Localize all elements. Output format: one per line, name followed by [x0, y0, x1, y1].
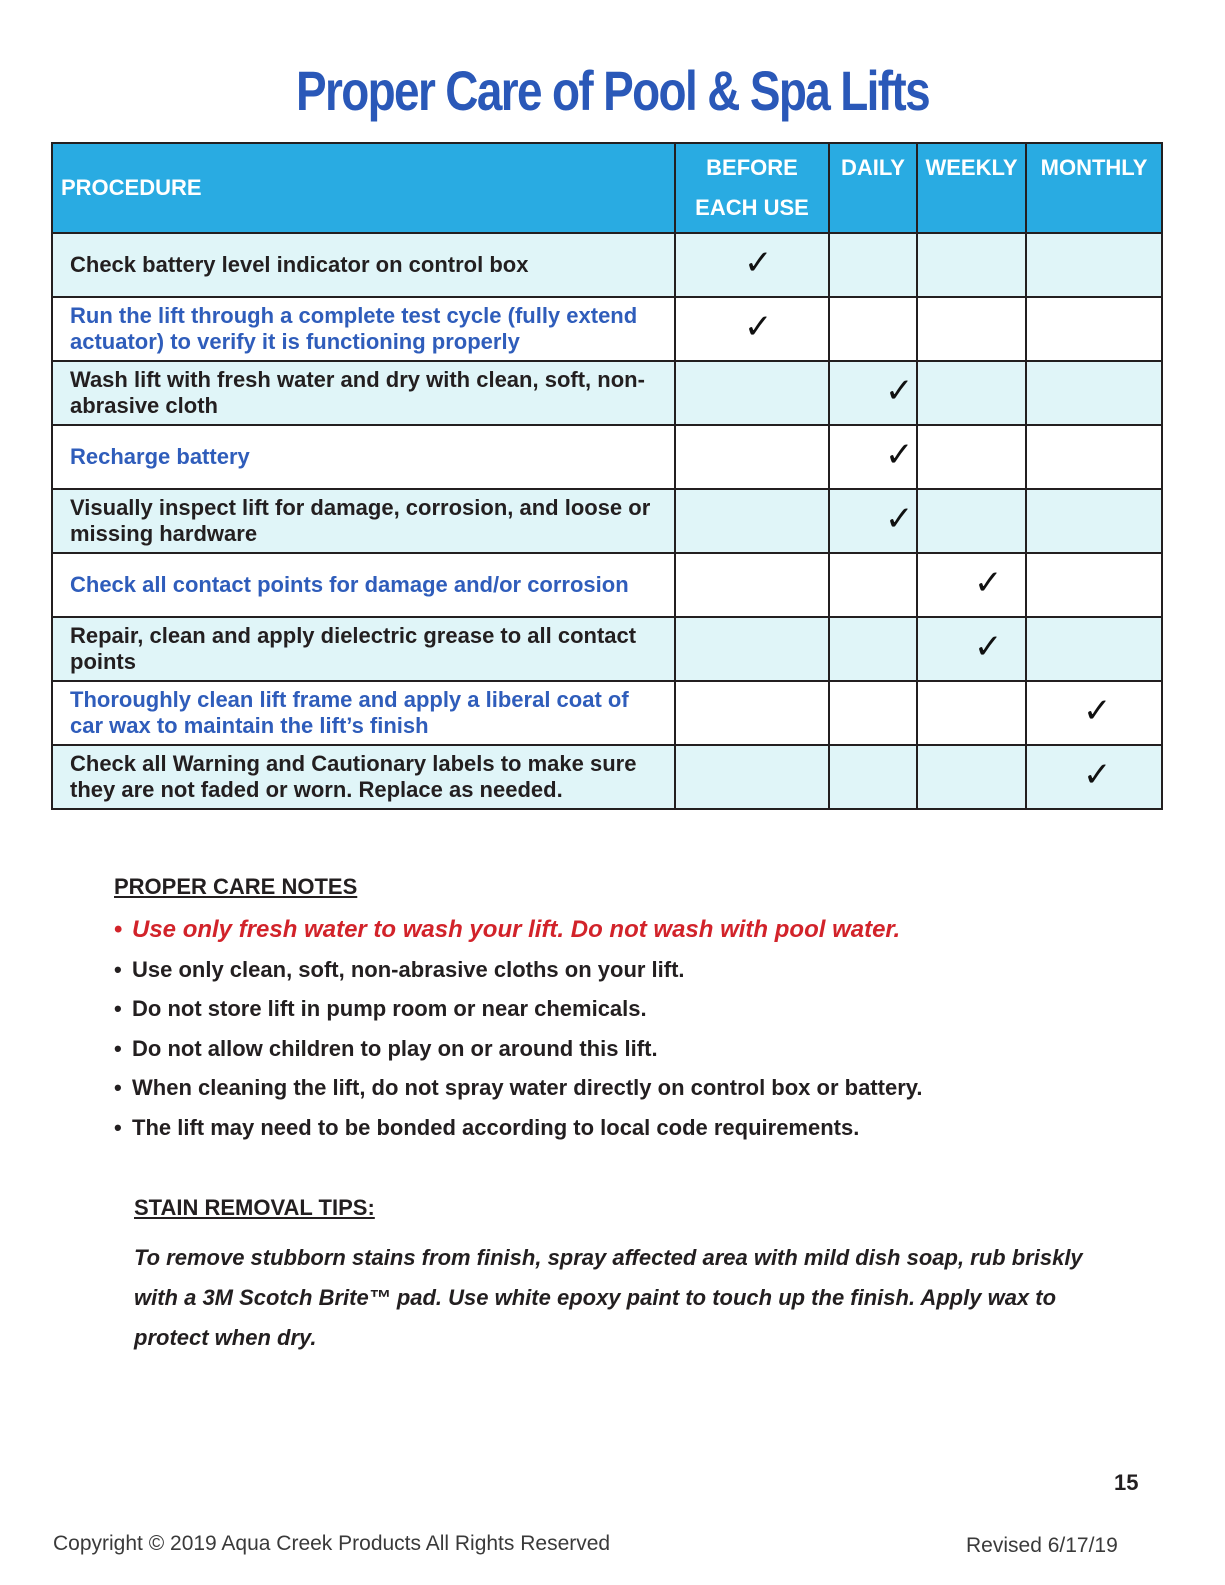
care-note-warning: [114, 913, 1114, 953]
monthly-cell: [1026, 297, 1162, 361]
daily-cell: [829, 617, 917, 681]
care-schedule-table: [51, 142, 1163, 810]
check-mark-icon: ✓: [1083, 691, 1112, 731]
table-row: [52, 617, 1162, 681]
care-note-item: [114, 992, 1114, 1032]
table-row: [52, 745, 1162, 809]
table-header-row: [52, 143, 1162, 233]
care-note-text: Use only fresh water to wash your lift. Do not wash with pool water.: [132, 916, 901, 943]
daily-cell: [829, 553, 917, 617]
before-each-use-cell: [675, 681, 829, 745]
care-notes-heading: PROPER CARE NOTES: [114, 874, 358, 899]
care-note-text: The lift may need to be bonded according to local code requirements.: [132, 1114, 860, 1140]
page-title: Proper Care of Pool & Spa Lifts: [296, 59, 929, 122]
daily-cell: [829, 297, 917, 361]
monthly-cell: [1026, 553, 1162, 617]
before-each-use-cell: [675, 297, 829, 361]
before-each-use-cell: [675, 489, 829, 553]
monthly-cell: [1026, 489, 1162, 553]
daily-header: DAILY: [829, 143, 917, 233]
monthly-header: MONTHLY: [1026, 143, 1162, 233]
before-each-use-cell: [675, 233, 829, 297]
before-each-use-cell: [675, 425, 829, 489]
daily-cell: [829, 361, 917, 425]
care-note-text: Use only clean, soft, non-abrasive cloths on your lift.: [132, 956, 685, 982]
table-row: [52, 297, 1162, 361]
check-mark-icon: ✓: [744, 243, 773, 283]
check-mark-icon: ✓: [974, 627, 1003, 667]
procedure-cell: Thoroughly clean lift frame and apply a liberal coat of car wax to maintain the lift’s finish: [52, 681, 675, 745]
before-each-use-cell: [675, 361, 829, 425]
copyright-text: Copyright © 2019 Aqua Creek Products All Rights Reserved: [53, 1532, 611, 1555]
weekly-cell: [917, 745, 1026, 809]
before-each-use-cell: [675, 745, 829, 809]
procedure-cell: Check all contact points for damage and/or corrosion: [52, 553, 675, 617]
before-each-use-cell: [675, 617, 829, 681]
page-number: 15: [1114, 1470, 1139, 1495]
revised-date: Revised 6/17/19: [966, 1534, 1118, 1557]
weekly-cell: [917, 617, 1026, 681]
daily-cell: [829, 233, 917, 297]
check-mark-icon: ✓: [885, 435, 914, 475]
care-note-item: [114, 953, 1114, 993]
weekly-cell: [917, 681, 1026, 745]
monthly-cell: [1026, 681, 1162, 745]
stain-removal-text: To remove stubborn stains from finish, spray affected area with mild dish soap, rub briskly with a 3M Scotch Brite™ pad. Use white epoxy paint to touch up the finish. Apply wax to protect when dry.: [134, 1245, 1083, 1350]
table-row: [52, 425, 1162, 489]
monthly-cell: [1026, 233, 1162, 297]
weekly-cell: [917, 233, 1026, 297]
check-mark-icon: ✓: [974, 563, 1003, 603]
bullet-icon: •: [114, 1114, 122, 1140]
check-mark-icon: ✓: [885, 499, 914, 539]
care-notes-list: [114, 913, 1114, 1151]
weekly-cell: [917, 553, 1026, 617]
care-note-item: [114, 1032, 1114, 1072]
bullet-icon: •: [114, 956, 122, 982]
bullet-icon: •: [114, 996, 122, 1022]
care-note-text: Do not store lift in pump room or near chemicals.: [132, 996, 647, 1022]
table-row: [52, 233, 1162, 297]
monthly-cell: [1026, 617, 1162, 681]
procedure-cell: Wash lift with fresh water and dry with clean, soft, non-abrasive cloth: [52, 361, 675, 425]
daily-cell: [829, 745, 917, 809]
care-note-text: When cleaning the lift, do not spray water directly on control box or battery.: [132, 1075, 923, 1101]
before-each-use-cell: [675, 553, 829, 617]
procedure-cell: Visually inspect lift for damage, corrosion, and loose or missing hardware: [52, 489, 675, 553]
procedure-cell: Recharge battery: [52, 425, 675, 489]
table-row: [52, 489, 1162, 553]
monthly-cell: [1026, 361, 1162, 425]
table-row: [52, 681, 1162, 745]
weekly-cell: [917, 361, 1026, 425]
daily-cell: [829, 489, 917, 553]
procedure-cell: Check all Warning and Cautionary labels to make sure they are not faded or worn. Replace as needed.: [52, 745, 675, 809]
weekly-cell: [917, 297, 1026, 361]
procedure-cell: Run the lift through a complete test cycle (fully extend actuator) to verify it is functioning properly: [52, 297, 675, 361]
check-mark-icon: ✓: [885, 371, 914, 411]
before-each-use-header: BEFORE EACH USE: [675, 143, 829, 233]
bullet-icon: •: [114, 1075, 122, 1101]
daily-cell: [829, 425, 917, 489]
daily-cell: [829, 681, 917, 745]
table-row: [52, 553, 1162, 617]
procedure-header: PROCEDURE: [52, 143, 675, 233]
table-body: [52, 233, 1162, 809]
bullet-icon: •: [114, 1035, 122, 1061]
care-note-item: [114, 1071, 1114, 1111]
procedure-cell: Check battery level indicator on control box: [52, 233, 675, 297]
care-note-item: [114, 1111, 1114, 1151]
weekly-cell: [917, 489, 1026, 553]
stain-removal-heading: STAIN REMOVAL TIPS:: [134, 1195, 375, 1220]
monthly-cell: [1026, 425, 1162, 489]
care-note-text: Do not allow children to play on or around this lift.: [132, 1035, 658, 1061]
monthly-cell: [1026, 745, 1162, 809]
check-mark-icon: ✓: [1083, 755, 1112, 795]
weekly-header: WEEKLY: [917, 143, 1026, 233]
bullet-icon: •: [114, 916, 123, 943]
check-mark-icon: ✓: [744, 307, 773, 347]
table-row: [52, 361, 1162, 425]
procedure-cell: Repair, clean and apply dielectric grease to all contact points: [52, 617, 675, 681]
weekly-cell: [917, 425, 1026, 489]
